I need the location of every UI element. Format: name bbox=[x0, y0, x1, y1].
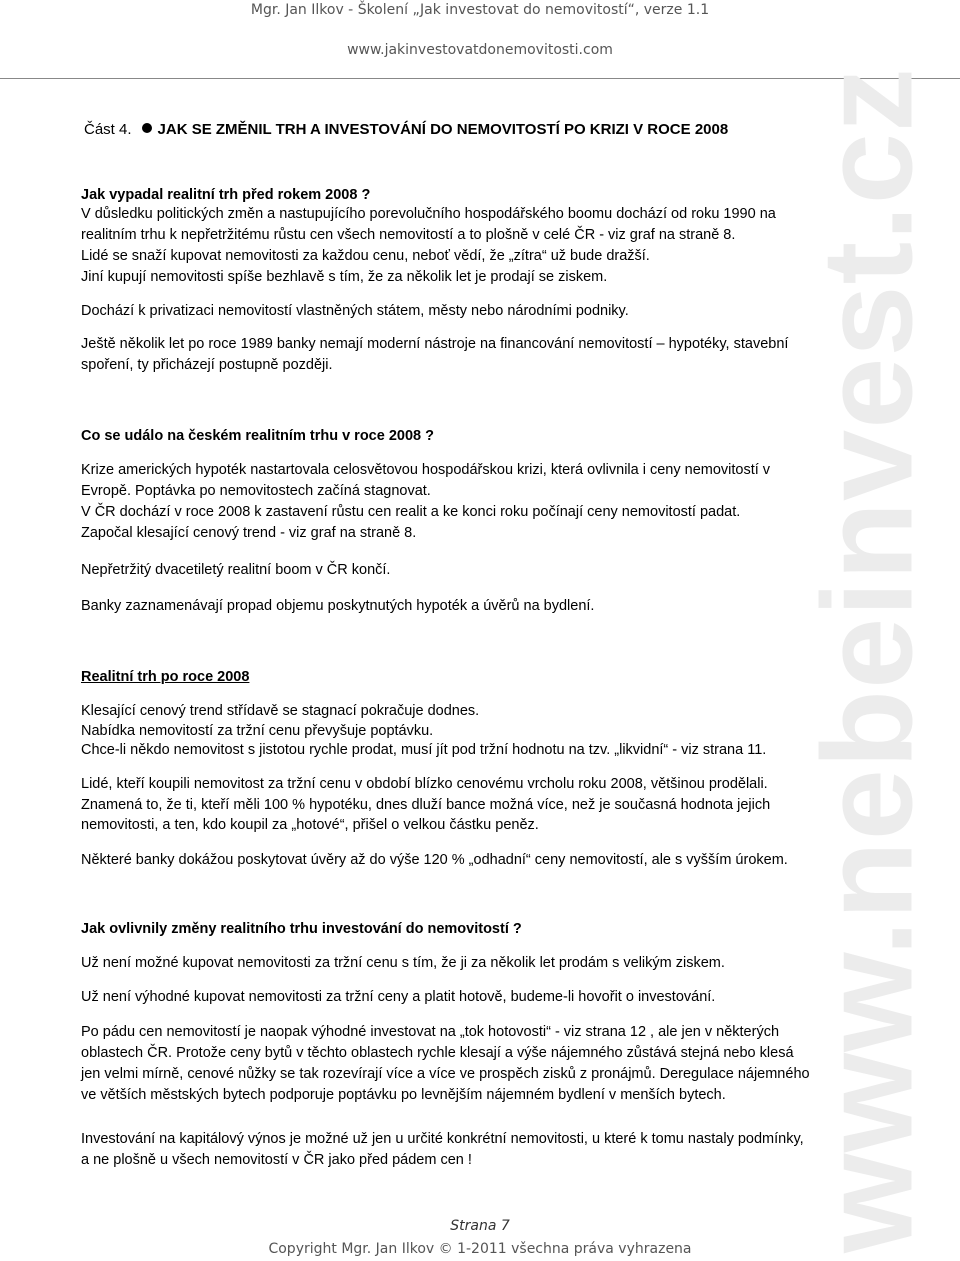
paragraph-line: Banky zaznamenávají propad objemu poskytnutých hypoték a úvěrů na bydlení. bbox=[81, 598, 595, 614]
paragraph-line: nemovitosti, a ten, kdo koupil za „hotové“, přišel o velkou částku peněz. bbox=[81, 817, 539, 833]
paragraph-line: oblastech ČR. Protože ceny bytů v těchto oblastech rychle klesají a výše nájemného zůstává stejná nebo klesá bbox=[81, 1045, 794, 1061]
paragraph-line: V důsledku politických změn a nastupujícího porevolučního hospodářského boomu dochází od roku 1990 na bbox=[81, 206, 776, 222]
paragraph-line: Dochází k privatizaci nemovitostí vlastněných státem, městy nebo národními podniky. bbox=[81, 303, 629, 319]
page-number: Strana 7 bbox=[450, 1218, 510, 1234]
paragraph-line: Už není možné kupovat nemovitosti za tržní cenu s tím, že ji za několik let prodám s velikým ziskem. bbox=[81, 955, 725, 971]
paragraph-line: realitním trhu k nepřetržitému růstu cen všech nemovitostí a to plošně v celé ČR - viz graf na straně 8. bbox=[81, 227, 736, 243]
paragraph-line: Některé banky dokážou poskytovat úvěry až do výše 120 % „odhadní“ ceny nemovitostí, ale s vyšším úrokem. bbox=[81, 852, 788, 868]
paragraph-line: Lidé, kteří koupili nemovitost za tržní cenu v období blízko cenovému vrcholu roku 2008, většinou prodělali. bbox=[81, 776, 768, 792]
paragraph-line: V ČR dochází v roce 2008 k zastavení růstu cen realit a ke konci roku počínají ceny nemovitostí padat. bbox=[81, 504, 741, 520]
section-heading: Jak vypadal realitní trh před rokem 2008 ? bbox=[81, 187, 371, 203]
paragraph-line: Nepřetržitý dvacetiletý realitní boom v ČR končí. bbox=[81, 562, 391, 578]
header-website: www.jakinvestovatdonemovitosti.com bbox=[347, 42, 613, 58]
paragraph-line: Evropě. Poptávka po nemovitostech začíná stagnovat. bbox=[81, 483, 431, 499]
part-label: Část 4. bbox=[84, 121, 132, 138]
bullet-icon bbox=[142, 123, 152, 133]
section-heading: Jak ovlivnily změny realitního trhu investování do nemovitostí ? bbox=[81, 921, 522, 937]
paragraph-line: spoření, ty přicházejí postupně později. bbox=[81, 357, 333, 373]
paragraph-line: Klesající cenový trend střídavě se stagnací pokračuje dodnes. bbox=[81, 703, 480, 719]
part-title: JAK SE ZMĚNIL TRH A INVESTOVÁNÍ DO NEMOVITOSTÍ PO KRIZI V ROCE 2008 bbox=[157, 121, 729, 138]
paragraph-line: Započal klesající cenový trend - viz graf na straně 8. bbox=[81, 525, 417, 541]
section-heading: Co se událo na českém realitním trhu v roce 2008 ? bbox=[81, 428, 434, 444]
paragraph-line: Už není výhodné kupovat nemovitosti za tržní ceny a platit hotově, budeme-li hovořit o investování. bbox=[81, 989, 716, 1005]
copyright-notice: Copyright Mgr. Jan Ilkov © 1-2011 všechna práva vyhrazena bbox=[268, 1241, 692, 1257]
paragraph-line: ve větších městských bytech podporuje poptávku po levnějším nájemném bydlení v menších bytech. bbox=[81, 1087, 726, 1103]
paragraph-line: Po pádu cen nemovitostí je naopak výhodné investovat na „tok hotovosti“ - viz strana 12 , ale jen v některých bbox=[81, 1024, 780, 1040]
paragraph-line: Investování na kapitálový výnos je možné už jen u určité konkrétní nemovitosti, u které k tomu nastaly podmínky, bbox=[81, 1131, 804, 1147]
paragraph-line: Jiní kupují nemovitosti spíše bezhlavě s tím, že za několik let je prodají se ziskem. bbox=[81, 269, 608, 285]
paragraph-line: Ještě několik let po roce 1989 banky nemají moderní nástroje na financování nemovitostí – hypotéky, stavební bbox=[81, 336, 789, 352]
part-heading bbox=[84, 121, 728, 139]
section-heading: Realitní trh po roce 2008 bbox=[81, 669, 250, 685]
header-title: Mgr. Jan Ilkov - Školení „Jak investovat do nemovitostí“, verze 1.1 bbox=[250, 2, 710, 18]
watermark: www.nebeinvest.cz bbox=[796, 67, 940, 1253]
paragraph-line: Chce-li někdo nemovitost s jistotou rychle prodat, musí jít pod tržní hodnotu na tzv. „likvidní“ - viz strana 11. bbox=[81, 742, 767, 758]
paragraph-line: jen velmi mírně, cenové nůžky se tak rozevírají více a více ve prospěch zisků z pronájmů. Deregulace nájemného bbox=[81, 1066, 810, 1082]
paragraph-line: a ne plošně u všech nemovitostí v ČR jako před pádem cen ! bbox=[81, 1152, 472, 1168]
paragraph-line: Znamená to, že ti, kteří měli 100 % hypotéku, dnes dluží bance možná více, než je současná hodnota jejich bbox=[81, 797, 771, 813]
paragraph-line: Nabídka nemovitostí za tržní cenu převyšuje poptávku. bbox=[81, 723, 434, 739]
paragraph-line: Lidé se snaží kupovat nemovitosti za každou cenu, neboť vědí, že „zítra“ už bude dražší. bbox=[81, 248, 650, 264]
paragraph-line: Krize amerických hypoték nastartovala celosvětovou hospodářskou krizi, která ovlivnila i ceny nemovitostí v bbox=[81, 462, 771, 478]
